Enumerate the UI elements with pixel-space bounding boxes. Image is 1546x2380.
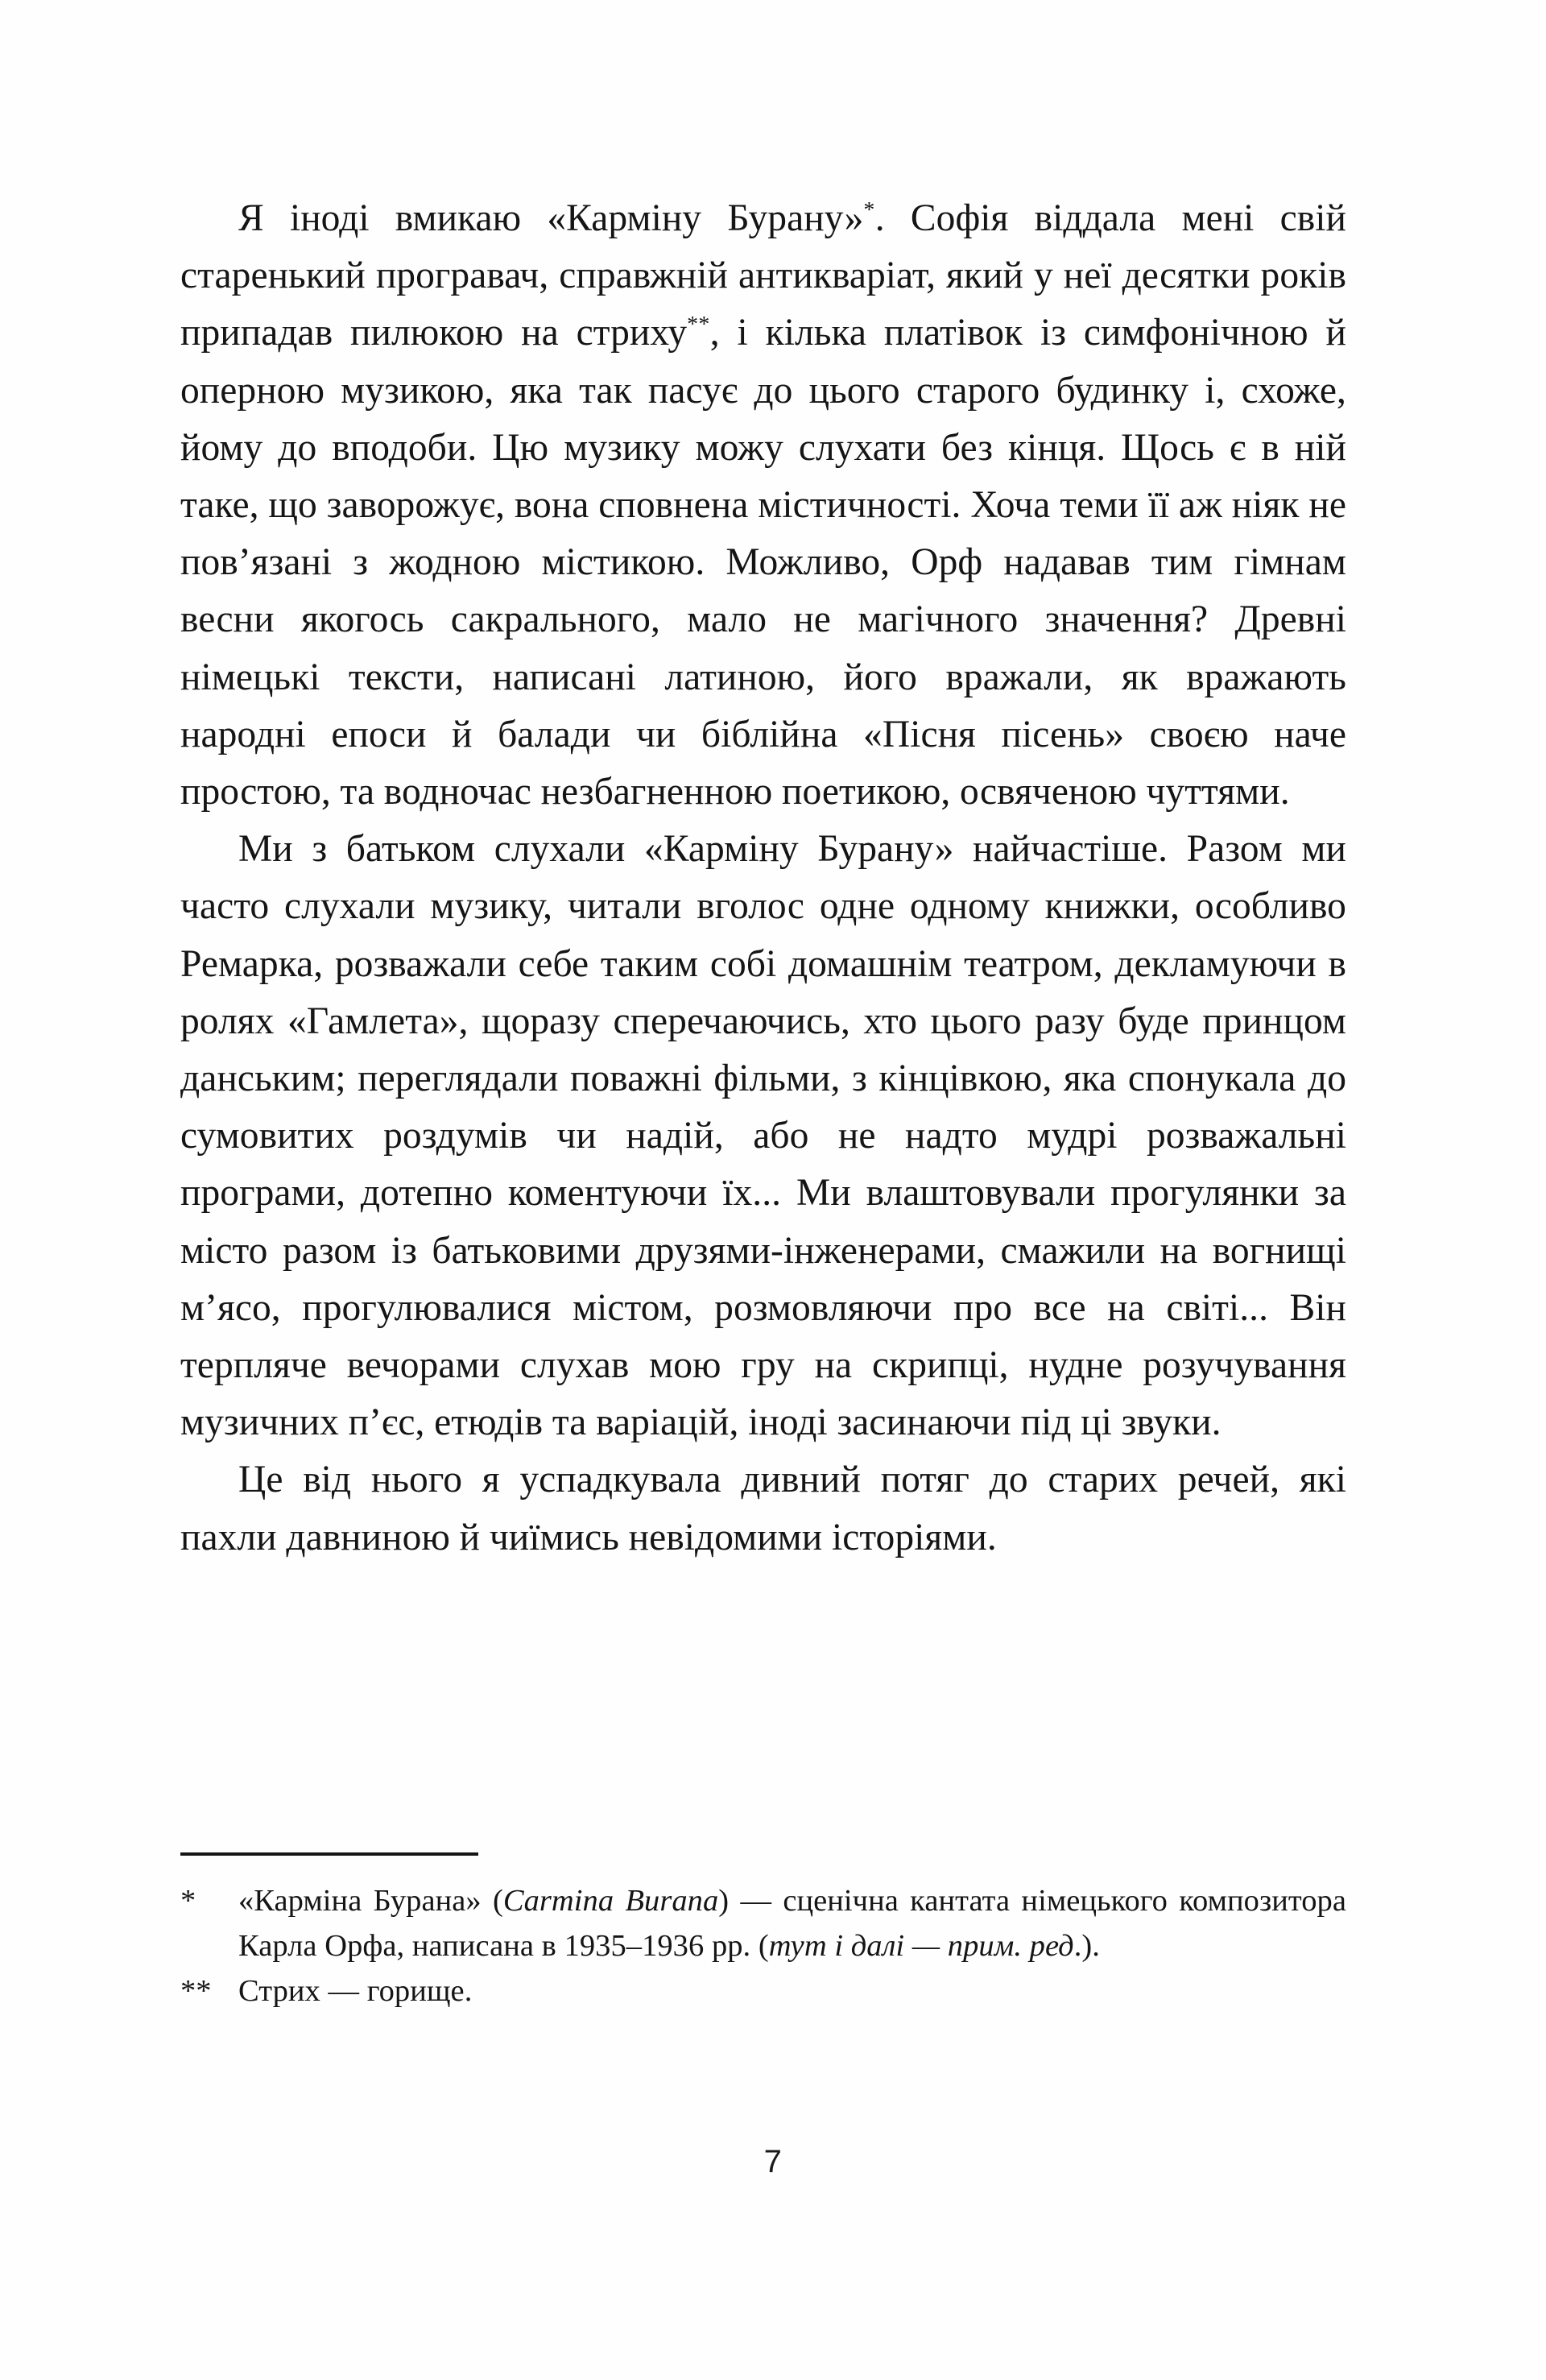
footnote-marker: ** xyxy=(180,1974,212,2008)
paragraph: Я іноді вмикаю «Карміну Бурану»*. Софія віддала мені свій старенький програвач, справжній антикваріат, який у неї десятки років припадав пилюкою на стриху**, і кілька платівок із симфонічною й оперною музикою, яка так пасує до цього старого будинку і, схоже, йому до вподоби. Цю музику можу слухати без кінця. Щось є в ній таке, що заворожує, вона сповнена містичності. Хоча теми її аж ніяк не пов’язані з жодною містикою. Можливо, Орф надавав тим гімнам весни якогось сакрального, мало не магічного значення? Древні німецькі тексти, написані латиною, його вражали, як вражають народні епоси й балади чи біблійна «Пісня пісень» своєю наче простою, та водночас незбагненною поетикою, освяченою чуттями. xyxy=(180,197,1347,813)
body-text-block xyxy=(180,190,1346,1567)
footnote-text: «Карміна Бурана» (Carmina Burana) — сценічна кантата німецького композитора Карла Орфа, написана в 1935–1936 рр. (тут і далі — прим. ред.). xyxy=(238,1884,1346,1963)
footnote-separator-rule xyxy=(180,1852,478,1856)
footnote xyxy=(180,1968,1346,2014)
paragraph: Ми з батьком слухали «Карміну Бурану» найчастіше. Разом ми часто слухали музику, читали вголос одне одному книжки, особливо Ремарка, розважали себе таким собі домашнім театром, декламуючи в ролях «Гамлета», щоразу сперечаючись, хто цього разу буде принцом данським; переглядали поважні фільми, з кінцівкою, яка спонукала до сумовитих роздумів чи надій, або не надто мудрі розважальні програми, дотепно коментуючи їх... Ми влаштовували прогулянки за місто разом із батьковими друзями-інженерами, смажили на вогнищі м’ясо, прогулювалися містом, розмовляючи про все на світі... Він терпляче вечорами слухав мою гру на скрипці, нудне розучування музичних п’єс, етюдів та варіацій, іноді засинаючи під ці звуки. xyxy=(180,828,1346,1444)
italic-text: Carmina Burana xyxy=(502,1884,719,1918)
footnote-reference-mark[interactable]: ** xyxy=(687,311,710,337)
footnote-area xyxy=(180,1852,1346,2014)
page-number: 7 xyxy=(763,2144,783,2179)
italic-text: тут і далі — прим. ред xyxy=(768,1929,1074,1963)
footnote xyxy=(180,1878,1346,1968)
paragraph: Це від нього я успадкувала дивний потяг до старих речей, які пахли давниною й чиїмись невідомими історіями. xyxy=(180,1459,1346,1558)
footnote-marker: * xyxy=(180,1884,196,1918)
footnote-text: Стрих — горище. xyxy=(238,1974,473,2008)
footnote-reference-mark[interactable]: * xyxy=(863,197,875,222)
